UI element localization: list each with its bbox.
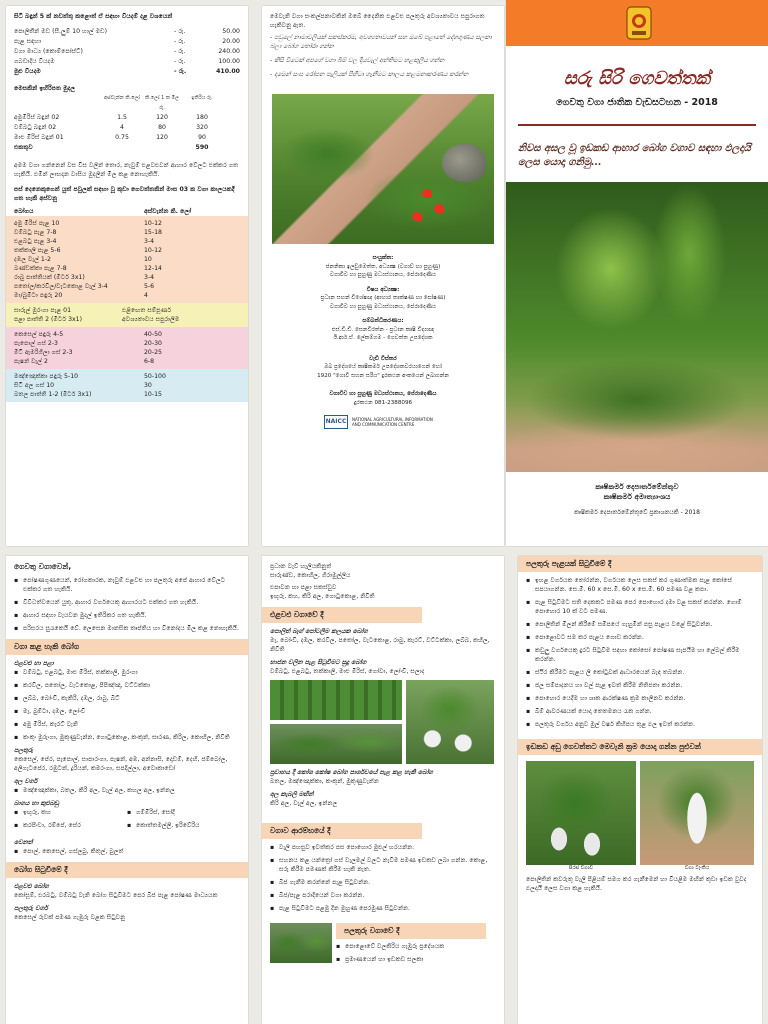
crop-row — [14, 228, 240, 237]
crop-yield: 3-4 — [144, 274, 155, 281]
yam-list — [14, 786, 240, 795]
crop-yield: 5-6 — [144, 283, 155, 290]
income-row — [14, 113, 240, 123]
income-row — [14, 133, 240, 143]
cover-footer — [506, 482, 768, 518]
spice-label: බාගය හා කුළුබඩු — [14, 800, 59, 807]
list-item: ▪ ඉඟුරු, කහ — [14, 808, 127, 817]
crop-row — [14, 381, 240, 390]
crop-name: පළා පාත්ති 2 (මීටර් 3x1) — [14, 316, 83, 323]
cost-value: 20.00 — [222, 38, 240, 45]
plant-heading: බෝග සිටුවීමේ දී — [6, 862, 248, 878]
crop-row — [14, 339, 240, 348]
crop-yield: 15-18 — [144, 229, 162, 236]
veg-photo-column — [270, 680, 402, 764]
center-name: වගාවිව හා පුහුණු මධ්‍යස්ථානය, පේරාදෙණිය — [329, 391, 437, 397]
income-cell: 4 — [120, 124, 124, 131]
crop-name: පතෝල/කරවිල/වැටකොළ වැල් 3-4 — [14, 283, 108, 290]
income-head-cell: කි.ලෝ 1 ක මිල රු. — [145, 95, 179, 111]
list-item: ▪ පලතුරු වර්ගය අනුව මුල් වර්ෂ කිහිපය තුළ ඵල ඉවත් කරන්න. — [526, 720, 754, 729]
state-emblem-icon — [626, 6, 652, 40]
tank-garden-figure — [640, 761, 754, 871]
fruit-steps-list — [336, 942, 496, 964]
list-item: ▪ පොළොවට සම කර පැළය ගොඩ කරන්න. — [526, 633, 754, 642]
crop-yield: එළිඟෙත සම්පූර්ණ — [122, 307, 172, 314]
crop-band-yams — [6, 369, 248, 402]
cost-heading: සිටි බඳුන් 5 ක් නඩත්තු කළොත් ඒ සඳහා වියදම් දළ වශයෙන් — [14, 13, 173, 20]
note-b: එපාවන හා පළා සකස්වුව ඉඟුරු, කහ, කිරි අල, ගොටුකොළ, නිවිති — [270, 584, 375, 600]
potted-plants-photo — [406, 680, 494, 764]
pot-text: වම්බටු, එළබටු, තක්කාලි, මාළු මිරිස්, ගෝවා, ලෝංචි, සලාද — [270, 668, 425, 675]
cover-top-band — [506, 0, 768, 46]
income-cell — [142, 143, 182, 153]
benefits-list — [14, 576, 240, 633]
note-1: මෙවැනි වගා සංකල්පනාවකින් ඔබේ දෛනික එළවළු පලතුරු අවශ්‍යතාවය සපුරාගත හැකිවනු ඇත. — [270, 13, 485, 29]
income-cell: මාළු මිරිස් බඳුන් 01 — [14, 134, 64, 141]
income-heading: මෙසකින් ඉහිරිපත මුදල — [14, 85, 76, 92]
credits-compile: ජනනිකා ඉලඞුමෙත්ත, අධ්‍යක්‍ෂ (වගාව් හා පුහුණු) වගාවිව හා පුහුණු මධ්‍යස්ථානය, පේරාදෙණිය — [325, 263, 441, 278]
cost-table — [14, 27, 240, 77]
banana-garden-photo — [506, 182, 768, 472]
cost-value: 100.00 — [218, 58, 240, 65]
garden-path-photo — [272, 94, 494, 244]
crop-row — [14, 282, 240, 291]
small-text: මෑ, බෝංචි, දඹල, කරවිල, පතෝල, වැටකොළ, රාබු, කැරට්, වට්ටක්කා, ලබ්බ, කහිල, නිවිති — [270, 637, 490, 653]
yam-label: අල වර්ග — [14, 778, 38, 785]
list-item: ▪ බීජ/පැළ පරාදියෙන් වගා කරන්න. — [270, 891, 496, 900]
cost-unit: - රු. — [174, 38, 186, 45]
crop-head-cell: අස්වැන්න කි. ලෝ — [144, 208, 192, 215]
crop-band-greens — [6, 303, 248, 327]
crop-yield: 10 — [144, 256, 152, 263]
income-cell: අමුමිරිස් බඳුන් 02 — [14, 114, 60, 121]
tuber-label: අල කැබලි මඟින් — [270, 791, 314, 798]
fruit-text: කෙසෙල්, පේර, පැපොල්, සාපාරංගා, පැෂන්, අඹ, අන්නාසි, දොඩම්, දෙහි, ජම්බෝල, අලිගැටපේර, රඹුටන්, දූරියන්, කමරංගා, සපදිල්ලා, අවොකාඩෝ — [14, 756, 228, 772]
naicc-logo — [262, 415, 504, 429]
anthurium-flower — [422, 189, 432, 198]
cost-value: 50.00 — [222, 28, 240, 35]
list-item: ▪ ඉහළ වර්ගයක තෝරන්න, වර්ගයක ලෙස සකස් කර ගුණාත්මක පැළ කෝසේ සපයාගන්න. සෙ.මී. 60 x සෙ.මී. 60 x සෙ.මී. 60 පමණ වළ කපා. — [526, 576, 754, 594]
cost-label: මුළු වියදම — [14, 68, 41, 75]
income-cell: 90 — [198, 134, 206, 141]
crop-yield: 20-30 — [144, 340, 162, 347]
cover-tagline: නිවස අසල වූ ඉඩකඩ ආහාර බෝග වගාව සඳහා ඵලදායි ලෙස යොදා ගනිමු... — [518, 143, 751, 168]
income-cell: වම්බටු බඳුන් 02 — [14, 124, 57, 131]
crop-name: තක්කාලි පැළ 5-6 — [14, 247, 61, 254]
cost-unit: - රු. — [174, 48, 186, 55]
pot-label: භාජන වලින පැළ සිටුවීමට සුදු බෝග — [270, 659, 367, 666]
credits-block — [262, 254, 504, 429]
crop-yield: 12-14 — [144, 265, 162, 272]
small-label: පොලිත් බෑග් පෝටලීම කලයක බෝග — [270, 628, 368, 635]
list-item: ▪ ආහාර සඳහා වැයවන මුදල් ඉතිරිකර ගත හැකියි. — [14, 611, 240, 620]
list-item: ▪ කංකුං මුරුංගා, මුකුණුවැන්න, ගොටුකොළ, කංකුන්, සාරණ, කිරිල, කොහිල, නිවිති — [14, 733, 240, 742]
trans-text: බතල, මඤ්ඤොක්කා, කංකුන්, මුකුණුවැන්න — [270, 778, 379, 785]
cost-label: පැළ සඳහා — [14, 38, 42, 45]
crop-yield: 6-8 — [144, 358, 155, 365]
cost-value: 240.00 — [218, 48, 240, 55]
crop-yield: 3-4 — [144, 238, 155, 245]
income-cell: 180 — [196, 114, 208, 121]
list-item: ▪ ගම්මිරිස්, සෝදි — [127, 808, 240, 817]
list-item: ▪ සහනය කළ යන්ත්‍රෝ ගස් වැලමල් වලට නැවීම පමණ ඉඩකඩ ලබා ගන්න. කොළ, සරු කිරීම පමණක් කිරීම හැකි නැත. — [270, 856, 496, 874]
income-cell: 590 — [195, 144, 209, 151]
crop-name: මීටි ඇමරිගිලා ගස් 2-3 — [14, 349, 73, 356]
cost-unit: - රු. — [174, 28, 186, 35]
fruit-plant-label: පලතුරු වර්ග — [14, 905, 48, 912]
income-head-cell: අස්වැන්න කි.ලෝ — [104, 95, 140, 101]
panel-vegetable-growing — [262, 556, 504, 1024]
panel-garden-credits — [262, 6, 504, 546]
list-item: ▪ ස්ථිර කිරීමට පැළය ලී කෝටුවක් ආධාරයෙන් බැඳ තබන්න. — [526, 668, 754, 677]
credits-coord: එස්.ඩී.ඩී. සෙනවිරත්න - ප්‍රධාන කෘෂි විද්‍යාඥ ඊ.ආර්.ඒ. ලේකම්ගම - ගෙවත්ත උපදේශක — [331, 326, 435, 341]
income-cell: එකතුව — [14, 144, 33, 151]
crop-band-vegetables — [6, 216, 248, 303]
caption-right: වගා ටැංකිය — [684, 865, 710, 871]
seedling-tray-photo — [270, 724, 402, 764]
crop-name: පැෂන් වැල් 2 — [14, 358, 48, 365]
crop-row — [14, 357, 240, 366]
naicc-logo-mark: NAICC — [324, 415, 348, 429]
crop-name: මඤ්ඤොක්කා පඳුරු 5-10 — [14, 373, 79, 380]
crop-row — [14, 291, 240, 300]
naicc-logo-text: NATIONAL AGRICULTURAL INFORMATION AND COMMUNICATION CENTRE — [352, 417, 433, 427]
note-4: - දාමෙන් සංඝ රෝපන පැලියක් පිහිටා ගැනීමට කාලය කළමනාකරණය කරන්න — [270, 71, 469, 78]
list-item: ▪ ජල සම්පාදනය හා වල් පැළ ඉවත් කිරීම නිතිපතා කරන්න. — [526, 681, 754, 690]
fruit-plant-text: කෙසෙල් රුවක් පමණ ගැඹුරු වළක සිටුවනු — [14, 914, 126, 921]
list-item: ▪ බිම් ආවරණයක් යොදා තෙතමනය රැක ගන්න. — [526, 707, 754, 716]
fruit-section-body — [336, 923, 496, 968]
list-item: ▪ පැළ සිටුවීමට පළමු දින මුහුණ පෙරමුණ සිටුවන්න. — [270, 904, 496, 913]
list-item: ▪ වම්බටු, එළබටු, මාළු මිරිස්, තක්කාලි, මුරංගා — [14, 668, 240, 677]
income-table-head — [14, 93, 240, 113]
cost-row — [14, 57, 240, 67]
crop-name: බණ්ඩක්කා පැළ 7-8 — [14, 265, 67, 272]
list-item: ▪ කොත්තමල්ලි, ඉරිවේරිය — [127, 821, 240, 830]
crop-yield: 40-50 — [144, 331, 162, 338]
fruit-plant-photo — [270, 923, 332, 963]
panel-cover — [506, 0, 768, 546]
start-heading: වගාව ආරම්භයේ දී — [262, 823, 422, 839]
cost-unit: - රු. — [174, 58, 186, 65]
crop-table-head — [14, 207, 240, 216]
greenhouse-photo — [270, 680, 402, 720]
list-item: ▪ ප්‍රමාණයෙන් හා ඉඩකඩ සලකා — [336, 955, 496, 964]
intro-heading: ගෙවතු වගාවෙන්, — [14, 562, 72, 571]
anthurium-flower — [412, 212, 422, 221]
space-heading: ඉඩකඩ අඩු ගෙවත්තට මෙවැනි ක්‍රම යොදා ගන්න පුළුවන් — [518, 739, 762, 755]
tuber-text: කිරි අල, වැල් අල, ඉන්නල — [270, 800, 338, 807]
cover-publication: කෘෂිකර්ම දෙපාර්තමේන්තුවේ ප්‍රකාශනයකි - 2018 — [574, 509, 700, 516]
crop-yield: 10-12 — [144, 247, 162, 254]
veg-photo-row — [270, 680, 496, 764]
crop-name: කෙසෙල් පඳුරු 4-5 — [14, 331, 64, 338]
fruit-planting-steps — [526, 576, 754, 729]
income-head-cell: ඉතිරිය රු. — [191, 95, 213, 101]
crop-row — [14, 255, 240, 264]
list-item: ▪ මඤ්ඤොක්කා, බතල, කිරි අල, වැල් අල, කහල අල, ඉන්නල — [14, 786, 240, 795]
vertical-garden-figure — [526, 761, 636, 871]
credits-coord-label: සම්බන්ධීකරණය: — [362, 318, 404, 324]
cover-department: කෘෂිකර්ම දෙපාර්තමේන්තුව — [595, 482, 679, 491]
income-cell: 1.5 — [117, 114, 127, 121]
crop-band-fruits — [6, 327, 248, 369]
income-cell: 80 — [158, 124, 166, 131]
panel-fruit-planting — [518, 556, 762, 1024]
crop-name: දඹල වැල් 1-2 — [14, 256, 51, 263]
income-cell: 320 — [196, 124, 208, 131]
list-item: ▪ පෝෂණගුණයෙන්, රෝගකාරක, නැවුම් එළවළු හා පලතුරු අපේ ආහාර වේලට එක්කර ගත හැකියි. — [14, 576, 240, 594]
crop-row — [14, 348, 240, 357]
crop-yield: 30 — [144, 382, 152, 389]
grow-heading: වගා කළ හැකි බෝග — [6, 639, 248, 655]
list-item: ▪ කරපිංචා, රම්පේ, සේර — [14, 821, 127, 830]
list-item: ▪ අමු මිරිස්, කැරට් වැනි — [14, 720, 240, 729]
crop-yield: අවශ්‍යතාවය සපුරාලීම — [122, 316, 180, 323]
crop-yield: 10-15 — [144, 391, 162, 398]
list-item: ▪ පොලිතින් මිලන් කිරීමේ සමීපයේ ගැහුමින් පසු පැළය වළේ සිටුවන්න. — [526, 620, 754, 629]
list-item: ▪ පරිසරය සුරැකෙයි වේ. ලෙසෙන මානසික තෘප්තිය හා විනෝදය මිල කළ නොහැකියි. — [14, 624, 240, 633]
space-photos — [518, 761, 762, 871]
vegetable-list — [14, 668, 240, 742]
crop-row — [14, 264, 240, 273]
crop-row — [14, 315, 240, 324]
crop-row — [14, 237, 240, 246]
crop-head-cell: බෝගය — [14, 208, 34, 215]
income-cell: 120 — [156, 134, 168, 141]
pest-heading: පලතුරු පැළයක් සිටුවීමේ දී — [518, 556, 762, 572]
spice-list — [14, 808, 240, 834]
crop-row — [14, 390, 240, 399]
trans-label: ප්‍රවාහය දී කෝශ කෝෂ බෝග පාර්ශවයේ පැළ කළ හැකි බෝග — [270, 769, 433, 776]
fruit-heading: පලතුරු වගාවේ දී — [336, 923, 486, 939]
seed-label: එළවළු බෝග — [14, 883, 49, 890]
crop-yield: 50-100 — [144, 373, 166, 380]
income-cell: 120 — [156, 114, 168, 121]
cost-value: 410.00 — [216, 68, 240, 75]
crop-row — [14, 246, 240, 255]
anthurium-flower — [434, 204, 444, 213]
crop-name: රාබු පාත්තියක් (මීටර් 3x1) — [14, 274, 85, 281]
rock-shape — [442, 144, 486, 182]
cost-label: පොලිතීන් මඩ (සී.ලුම් 10 හාල් මඩ) — [14, 28, 108, 35]
note-2: - පවුලේ නාමාවලියක් සකස්කරම, අවශ්‍යතාවයන් සහ ඔබේ පළාතේ දේශගුණය සලකා බලා බෝග තෝරා ගන්න — [270, 34, 492, 50]
income-cell — [102, 143, 142, 153]
crop-row — [14, 330, 240, 339]
crop-name: බතල පාත්ති 1-2 (මීටර් 3x1) — [14, 391, 92, 398]
panel-cost-harvest — [6, 6, 248, 546]
crop-name: වම්බටු පැළ 7-8 — [14, 229, 57, 236]
crop-name: පැපොල් ගස් 2-3 — [14, 340, 58, 347]
more-info-label: වැඩි විස්තර — [369, 355, 397, 362]
other-list — [14, 847, 240, 856]
cost-row — [14, 67, 240, 77]
cover-rule — [518, 124, 756, 126]
list-item: ▪ පැළ සිටුවීමට සති දෙකකට පමණ පෙර පොහොර දමා වළ සකස් කරන්න. ගොම් පොහොර 10 ක් වට පමණ. — [526, 598, 754, 616]
note-3: - කිසි විටෙක් අපගේ වගා බිම් වල දියවැල් අන්තිමට හළකුලීය ගන්න — [270, 57, 445, 64]
crop-row — [14, 372, 240, 381]
list-item: ▪ පොහොර යෙදීම හා ශාක ආරක්ෂණ ක්‍රම කාලීනව කරන්න. — [526, 694, 754, 703]
income-head-cell — [14, 93, 102, 113]
income-row — [14, 143, 240, 153]
crop-name: සිටි අල ගස් 10 — [14, 382, 55, 389]
crop-name: එළබටු පැළ 3-4 — [14, 238, 57, 245]
list-item: ▪ බීජ ගැනීම කරන්නේ පැළ සිටුවන්න. — [270, 878, 496, 887]
fruit-label: පලතුරු — [14, 747, 34, 754]
cover-subtitle: ගෙවතු වගා ජාතික වැඩසටහන - 2018 — [556, 97, 718, 108]
cost-row — [14, 47, 240, 57]
income-row — [14, 123, 240, 133]
income-table — [14, 113, 240, 153]
veg-label: එළවළු හා පළා — [14, 660, 54, 667]
crop-row — [14, 273, 240, 282]
list-item: ▪ විවිධත්වයෙන් යුතු, ආහාර වර්ගයෙකු ආහාරයට එක්කර ගත හැකියි. — [14, 598, 240, 607]
other-label: වෙනත් — [14, 839, 33, 846]
cover-title: සරු සිරි ගෙවත්තක් — [563, 68, 711, 89]
grow-bags-photo — [526, 761, 636, 865]
crop-yield: 4 — [144, 292, 148, 299]
list-item: ▪ ලබ්බ, බෝංචි, කැකිරි, දඹල, රාබු, බීට් — [14, 694, 240, 703]
crop-yield: 20-25 — [144, 349, 162, 356]
list-item: ▪ මෑ, බුම්ටා, දඹල, ලෝංචි — [14, 707, 240, 716]
credits-edit-label: විෂය අධ්‍යක්‍ෂ: — [366, 286, 400, 293]
income-note: අමම වගා ගන්නෙන් වස විස වලින් තොර, නැවුම් එළවළුවන් ආහාර වේලට එක්කර ගත හැකියි. එමින් ලාභදාන වාසිය මුදලින් මිල කළ නොහැකියි. — [14, 162, 239, 178]
center-phone: දුරකථන 081-2388096 — [353, 399, 413, 406]
cost-label: වගා මාධ්‍ය (කොම්පෝස්ට්) — [14, 48, 83, 55]
cost-label: ගබඩාදිය වියදම — [14, 58, 55, 65]
cost-unit: - රු. — [174, 68, 187, 75]
crop-heading: පස් දෙනෙකුගෙන් යුත් පවුලක් සඳහා වූ කුඩා ගෙවත්තකින් මාස 03 ක වගා කාලයකදී ගත හැකි අස්වනු — [14, 186, 235, 202]
cost-row — [14, 27, 240, 37]
crop-row — [14, 219, 240, 228]
note-a: ප්‍රධාන වැව් හෑලියකිනුත් සාරුණ්ඩ, කොහිල, ගිරාමුල්ලිය — [270, 563, 351, 579]
credits-compile-label: සංයුක්ත: — [372, 255, 394, 261]
crop-yield: 10-12 — [144, 220, 162, 227]
list-item: ▪ වැලි පහසුව ඉවත්කර පස පොහොර මුළුල් හරයන්න. — [270, 843, 496, 852]
list-item: ▪ කඩුලු වර්ගයෙකු දුරට සිටුවීම සඳහා කෝසෝ පෝෂණ සැපයීම හා ලේබල් කිරීම කරන්න. — [526, 646, 754, 664]
start-steps-list — [270, 843, 496, 913]
list-item: ▪ පොල්, කෙසෙල්, ගස්ලබු, කිතුල්, බුලත් — [14, 847, 240, 856]
credits-edit: ප්‍රධාන සහන් විශේෂඥ (ආහාර තාක්ෂණ හා පෝෂණ) වගාවිව හා පුහුණු මධ්‍යස්ථානය, පේරාදෙණිය — [320, 295, 446, 310]
fruit-section — [262, 923, 504, 968]
crop-name: සාරුල් මුරංගා පැළ 01 — [14, 307, 72, 314]
list-item: ▪ කරවිල, පතෝල, වැටකොළ, පිපිඤ්ඤා, වට්ටක්කා — [14, 681, 240, 690]
cover-ministry: කෘෂිකර්ම අමාත්‍යාංශය — [603, 492, 671, 501]
seed-text: කෝසූම්, එරබටු, වම්බටු වැනි බෝග සිටුවීමට පෙර බීජ පැළ පෝෂණ මාධ්‍යයක — [14, 892, 218, 899]
crop-row — [14, 306, 240, 315]
income-cell: 0.75 — [115, 134, 129, 141]
caption-left: සිරස් වගාව — [568, 865, 594, 871]
more-info: ඔබ ප්‍රදේශයේ කෘෂිකර්ම උපදේශකවරයාගෙන් හෝ 1920 "ගොවි සහන සරිය" දුරකථන අංකයෙන් ලබාගන්න — [317, 364, 449, 379]
cost-row — [14, 37, 240, 47]
panel-benefits-crops — [6, 556, 248, 1024]
list-item: ▪ පොළොවේ වලකිරිය ගැඹුරු ප්‍රදේශයක — [336, 942, 496, 951]
crop-name: මා/බුමිටා පඳුරු 20 — [14, 292, 63, 299]
crop-name: අමු මිරිස් පැළ 10 — [14, 220, 60, 227]
space-footer-text: පොලිතින් කවරුතු වැලි පිළියම් සමග කර ගැනීමෙන් හා වියළීම මඟින් කුඩා ඉඩක වුවද ඵලදායී ලෙස වගා කළ හැකියි. — [526, 876, 747, 892]
veg-section-heading: එළවළු වගාවේ දී — [262, 607, 422, 623]
tower-garden-photo — [640, 761, 754, 865]
